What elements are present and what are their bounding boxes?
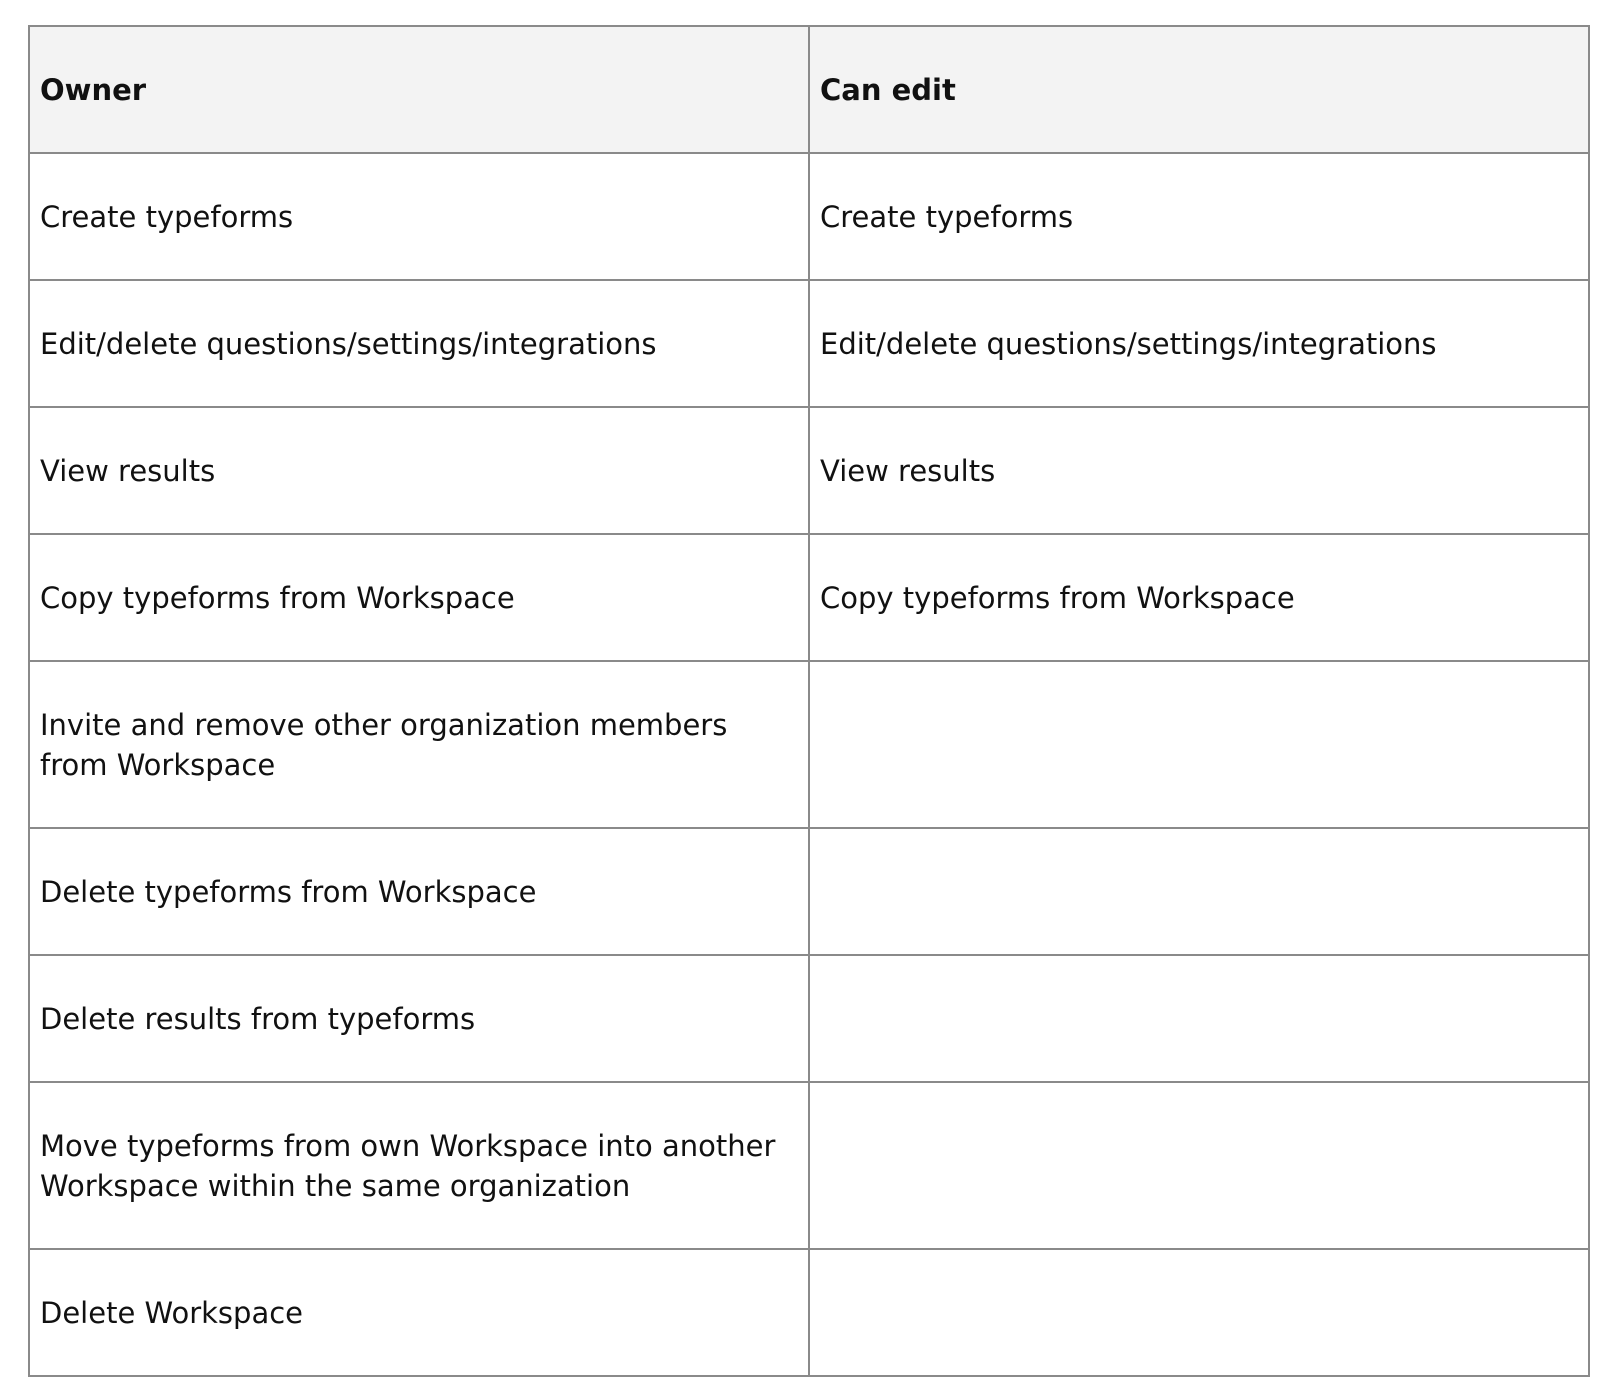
can-edit-permission-cell — [809, 661, 1589, 828]
can-edit-permission-cell — [809, 1082, 1589, 1249]
table-row — [29, 534, 1589, 661]
can-edit-permission-cell — [809, 1249, 1589, 1376]
table-row — [29, 1082, 1589, 1249]
can-edit-permission-cell: Edit/delete questions/settings/integrations — [809, 280, 1589, 407]
can-edit-column-header: Can edit — [809, 26, 1589, 153]
owner-permission-cell: Delete Workspace — [29, 1249, 809, 1376]
table-row — [29, 280, 1589, 407]
table-row — [29, 1249, 1589, 1376]
can-edit-permission-cell — [809, 828, 1589, 955]
table-row — [29, 955, 1589, 1082]
owner-permission-cell: Copy typeforms from Workspace — [29, 534, 809, 661]
table-row — [29, 153, 1589, 280]
table-row — [29, 661, 1589, 828]
owner-permission-cell: Delete typeforms from Workspace — [29, 828, 809, 955]
can-edit-permission-cell: Create typeforms — [809, 153, 1589, 280]
table-row — [29, 828, 1589, 955]
permissions-table — [28, 25, 1590, 1377]
owner-permission-cell: Edit/delete questions/settings/integrations — [29, 280, 809, 407]
table-row — [29, 407, 1589, 534]
table-header-row — [29, 26, 1589, 153]
owner-permission-cell: Move typeforms from own Workspace into another Workspace within the same organization — [29, 1082, 809, 1249]
can-edit-permission-cell — [809, 955, 1589, 1082]
can-edit-permission-cell: View results — [809, 407, 1589, 534]
owner-permission-cell: Delete results from typeforms — [29, 955, 809, 1082]
can-edit-permission-cell: Copy typeforms from Workspace — [809, 534, 1589, 661]
owner-permission-cell: View results — [29, 407, 809, 534]
owner-column-header: Owner — [29, 26, 809, 153]
owner-permission-cell: Create typeforms — [29, 153, 809, 280]
owner-permission-cell: Invite and remove other organization members from Workspace — [29, 661, 809, 828]
